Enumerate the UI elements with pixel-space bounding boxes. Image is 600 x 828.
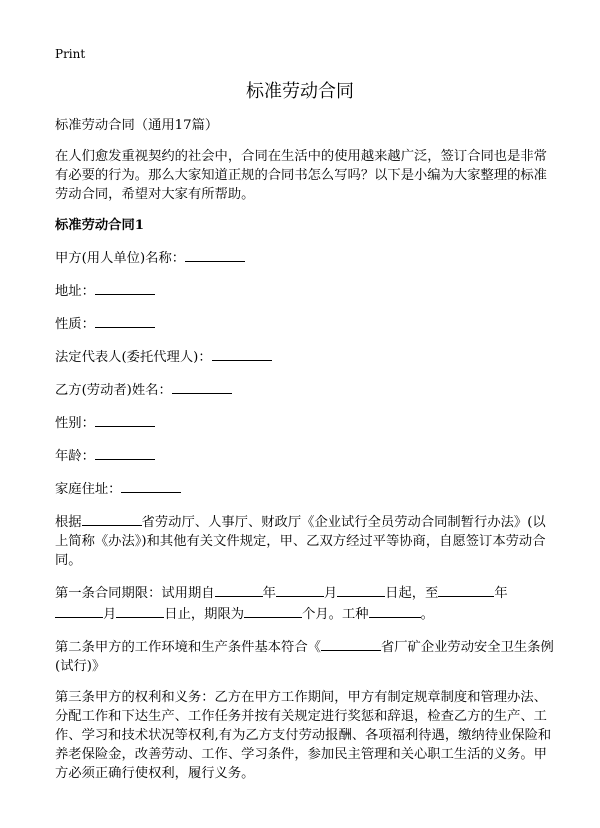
article-3-paragraph: 第三条甲方的权利和义务：乙方在甲方工作期间，甲方有制定规章制度和管理办法、分配工作和下达生产、工作任务并按有关规定进行奖惩和辞退，检查乙方的生产、工作、学习和技术状况等权利,有为乙方支付劳动报酬、各项福利待遇，缴纳待业保险和养老保险金，改善劳动、工作、学习条件，参加民主管理和关心职工生活的义务。甲方必须正确行使权利，履行义务。	[55, 690, 552, 781]
legal-rep-blank	[212, 346, 272, 361]
article-1-text-f: 月	[103, 607, 117, 622]
nature-blank	[95, 313, 155, 328]
article-2-paragraph	[55, 636, 555, 676]
document-body	[55, 116, 555, 795]
employee-name-field	[55, 379, 555, 400]
article-2-text-a: 第二条甲方的工作环境和生产条件基本符合《	[55, 640, 321, 655]
address-blank	[95, 280, 155, 295]
legal-rep-label: 法定代表人(委托代理人)：	[55, 350, 212, 365]
document-subtitle: 标准劳动合同（通用17篇）	[55, 118, 219, 133]
home-address-field	[55, 478, 555, 499]
end-day-blank	[116, 603, 164, 618]
article-1-paragraph	[55, 582, 555, 624]
employer-name-field	[55, 247, 555, 268]
basis-paragraph	[55, 511, 555, 570]
print-link[interactable]: Print	[55, 47, 86, 61]
page-title: 标准劳动合同	[246, 81, 354, 102]
home-address-label: 家庭住址：	[55, 482, 122, 497]
end-year-blank	[438, 582, 494, 597]
article-1-text-a: 第一条合同期限：试用期自	[55, 586, 215, 601]
basis-text-end: 省劳动厅、人事厅、财政厅《企业试行全员劳动合同制暂行办法》(以上简称《办法》)和其他有关文件规定，甲、乙双方经过平等协商，自愿签订本劳动合同。	[55, 515, 546, 568]
start-year-blank	[215, 582, 263, 597]
employee-name-blank	[172, 379, 232, 394]
home-address-blank	[121, 478, 181, 493]
age-field	[55, 445, 555, 466]
address-field	[55, 280, 555, 301]
article-1-text-d: 日起，至	[385, 586, 439, 601]
start-day-blank	[337, 582, 385, 597]
province-blank	[82, 511, 142, 526]
employer-name-label: 甲方(用人单位)名称：	[55, 251, 186, 266]
article-1-text-g: 日止，期限为	[164, 607, 245, 622]
article-1-text-e: 年	[494, 586, 508, 601]
start-month-blank	[276, 582, 324, 597]
legal-rep-field	[55, 346, 555, 367]
section-heading: 标准劳动合同1	[55, 218, 145, 233]
nature-label: 性质：	[55, 317, 95, 332]
basis-text-start: 根据	[55, 515, 82, 530]
article-1-text-c: 月	[323, 586, 338, 601]
gender-label: 性别：	[55, 416, 95, 431]
article-2-province-blank	[321, 636, 381, 651]
employee-name-label: 乙方(劳动者)姓名：	[55, 383, 172, 398]
age-blank	[95, 445, 155, 460]
end-month-blank	[55, 603, 103, 618]
age-label: 年龄：	[55, 449, 95, 464]
term-months-blank	[244, 603, 302, 618]
gender-blank	[95, 412, 155, 427]
article-2-text-b: 省厂矿企业劳动安全卫生条例(试行)》	[55, 640, 554, 674]
address-label: 地址：	[55, 284, 95, 299]
article-1-text-h: 个月。工种	[302, 607, 369, 622]
employer-name-blank	[185, 247, 245, 262]
job-type-blank	[369, 603, 421, 618]
article-1-text-b: 年	[262, 586, 276, 601]
intro-paragraph: 在人们愈发重视契约的社会中，合同在生活中的使用越来越广泛，签订合同也是非常有必要的行为。那么大家知道正规的合同书怎么写吗？以下是小编为大家整理的标准劳动合同，希望对大家有所帮助。	[55, 149, 547, 202]
gender-field	[55, 412, 555, 433]
article-1-text-i: 。	[420, 607, 434, 622]
nature-field	[55, 313, 555, 334]
